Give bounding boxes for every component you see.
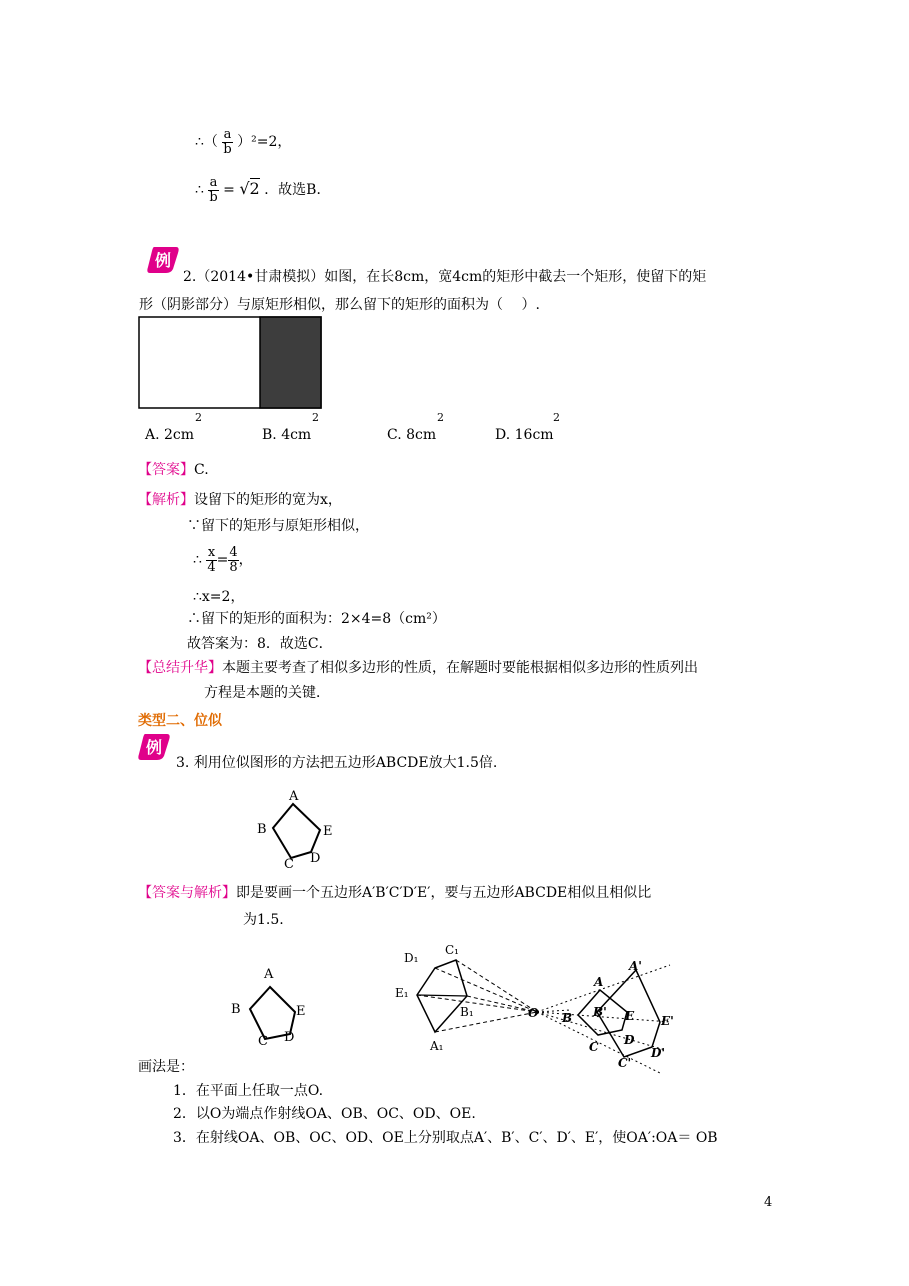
page-number: 4: [764, 1195, 773, 1210]
fraction-a-over-b-2: $\frac{a}{b}$: [209, 175, 218, 205]
analysis-line4: ∴x=2，: [193, 589, 245, 605]
method-title: 画法是：: [138, 1059, 194, 1075]
sqrt-symbol: √2: [239, 179, 260, 199]
analysis-line6: 故答案为：8．故选C．: [187, 636, 333, 652]
homothety-figure: [390, 940, 690, 1075]
svg-text:C: C: [258, 1034, 268, 1049]
svg-text:A₁: A₁: [430, 1039, 444, 1053]
svg-text:D': D': [651, 1046, 666, 1060]
method-step-3: 3．在射线OA、OB、OC、OD、OE上分别取点A′、B′、C′、D′、E′，使OA′:OA＝ OB: [173, 1130, 718, 1146]
analysis-line2: ∵留下的矩形与原矩形相似，: [187, 518, 369, 534]
example2-question-line1: 2.（2014•甘肃模拟）如图，在长8cm，宽4cm的矩形中截去一个矩形，使留下的矩: [183, 269, 707, 285]
option-b: B. 4cm 2: [262, 411, 319, 443]
svg-text:D: D: [310, 851, 321, 866]
svg-text:A': A': [629, 959, 642, 973]
svg-text:C: C: [589, 1040, 599, 1054]
svg-text:例: 例: [154, 251, 172, 270]
svg-text:B': B': [593, 1005, 607, 1019]
pentagon-figure: [250, 785, 350, 870]
option-d: D. 16cm 2: [495, 411, 560, 443]
svg-text:A: A: [594, 975, 604, 989]
option-c: C. 8cm 2: [387, 411, 444, 443]
svg-text:B: B: [231, 1002, 241, 1017]
example3-answer-line1: 【答案与解析】即是要画一个五边形A′B′C′D′E′，要与五边形ABCDE相似且相似比: [138, 885, 652, 901]
summary-line1: 【总结升华】本题主要考查了相似多边形的性质，在解题时要能根据相似多边形的性质列出: [138, 660, 698, 676]
svg-text:E: E: [323, 824, 333, 839]
svg-text:E: E: [296, 1004, 306, 1019]
svg-text:A: A: [289, 789, 299, 804]
rectangle-figure: [138, 316, 322, 410]
svg-text:C': C': [618, 1056, 632, 1070]
example-badge-icon: [146, 245, 180, 275]
method-step-2: 2．以O为端点作射线OA、OB、OC、OD、OE.: [173, 1106, 476, 1122]
svg-text:D: D: [624, 1033, 635, 1047]
analysis-line1: 【解析】设留下的矩形的宽为x，: [138, 492, 342, 508]
svg-text:C: C: [284, 857, 294, 870]
analysis-equation: ∴ $\frac{x}{4}$ = $\frac{4}{8}$ ，: [193, 545, 253, 575]
fraction-x-over-4: $\frac{x}{4}$: [207, 545, 216, 575]
analysis-line5: ∴留下的矩形的面积为：2×4=8（cm²）: [187, 611, 446, 627]
svg-text:D₁: D₁: [404, 951, 419, 965]
svg-text:例: 例: [145, 738, 163, 757]
example3-question: 3. 利用位似图形的方法把五边形ABCDE放大1.5倍.: [176, 755, 498, 771]
svg-text:E₁: E₁: [395, 986, 409, 1000]
answer-line: 【答案】C.: [138, 462, 209, 478]
svg-text:B₁: B₁: [460, 1005, 474, 1019]
svg-text:B: B: [257, 822, 267, 837]
svg-text:E': E': [661, 1014, 674, 1028]
svg-text:A: A: [264, 967, 274, 982]
svg-text:B: B: [562, 1011, 573, 1025]
small-pentagon-figure: [225, 962, 325, 1052]
method-step-1: 1．在平面上任取一点O.: [173, 1083, 324, 1099]
svg-text:C₁: C₁: [445, 943, 459, 957]
example-badge-icon-2: [137, 732, 171, 762]
prev-line-1: ∴（ $\frac{a}{b}$ ）²=2，: [195, 127, 292, 157]
section-title: 类型二、位似: [138, 713, 222, 729]
example3-answer-line2: 为1.5.: [243, 912, 284, 928]
svg-text:E: E: [625, 1009, 635, 1023]
example2-question-line2: 形（阴影部分）与原矩形相似，那么留下的矩形的面积为（ ）.: [139, 297, 540, 313]
option-a: A. 2cm 2: [145, 411, 202, 443]
summary-line2: 方程是本题的关键．: [204, 685, 330, 701]
prev-line-2: ∴ $\frac{a}{b}$ = √2 ．故选B．: [195, 175, 331, 205]
fraction-4-over-8: $\frac{4}{8}$: [229, 545, 238, 575]
svg-text:O: O: [528, 1006, 539, 1020]
svg-text:D: D: [284, 1030, 295, 1045]
fraction-a-over-b: $\frac{a}{b}$: [223, 127, 232, 157]
